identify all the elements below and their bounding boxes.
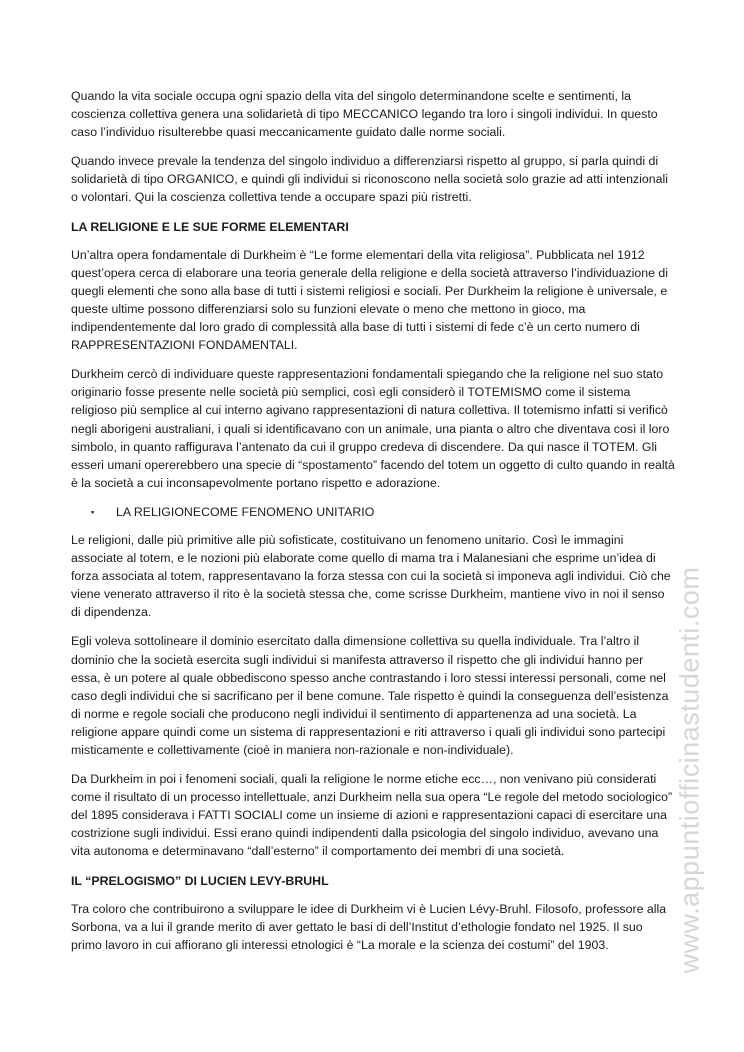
document-body bbox=[71, 87, 675, 965]
paragraph: Quando invece prevale la tendenza del singolo individuo a differenziarsi rispetto al gruppo, si parla quindi di solidarietà di tipo ORGANICO, e quindi gli individui si riconoscono nella società solo grazie ad atti intenzionali o volontari. Qui la coscienza collettiva tende a occupare spazi più ristretti. bbox=[71, 154, 668, 205]
paragraph: Da Durkheim in poi i fenomeni sociali, quali la religione le norme etiche ecc…, non venivano più considerati come il risultato di un processo intellettuale, anzi Durkheim nella sua opera “Le regole del metodo sociologico” del 1895 considerava i FATTI SOCIALI come un insieme di azioni e rappresentazioni capaci di esercitare una costrizione sugli individui. Essi erano quindi indipendenti dalla psicologia del singolo individuo, avevano una vita autonoma e determinavano “dall’esterno” il comportamento dei membri di una società. bbox=[71, 772, 673, 859]
watermark-text: www.appuntiofficinastudenti.com bbox=[674, 566, 705, 974]
bullet-item bbox=[91, 503, 675, 521]
paragraph: Quando la vita sociale occupa ogni spazio della vita del singolo determinandone scelte e sentimenti, la coscienza collettiva genera una solidarietà di tipo MECCANICO legando tra loro i singoli individui. In questo caso l’individuo risulterebbe quasi meccanicamente guidato dalle norme sociali. bbox=[71, 89, 658, 140]
watermark bbox=[670, 560, 710, 980]
section-heading: LA RELIGIONE E LE SUE FORME ELEMENTARI bbox=[71, 219, 349, 234]
paragraph: Tra coloro che contribuirono a sviluppare le idee di Durkheim vi è Lucien Lévy-Bruhl. Filosofo, professore alla Sorbona, va a lui il grande merito di aver gettato le basi di dell’Institut d’ethologie fondato nel 1925. Il suo primo lavoro in cui affiorano gli interessi etnologici è “La morale e la scienza dei costumi” del 1903. bbox=[71, 901, 667, 952]
bullet-text: LA RELIGIONECOME FENOMENO UNITARIO bbox=[116, 504, 375, 519]
paragraph: Egli voleva sottolineare il dominio esercitato dalla dimensione collettiva su quella individuale. Tra l’altro il dominio che la società esercita sugli individui si manifesta attraverso il rispetto che gli individui hanno per essa, è un potere al quale obbediscono spesso anche contrastando i loro stessi interessi personali, come nel caso degli individui che si sacrificano per il bene comune. Tale rispetto è quindi la conseguenza dell’esistenza di norme e regole sociali che producono negli individui il sentimento di appartenenza ad una società. La religione appare quindi come un sistema di rappresentazioni e riti attraverso i quali gli individui sono partecipi misticamente e collettivamente (cioè in maniera non-razionale e non-individuale). bbox=[71, 634, 669, 757]
square-bullet-icon: ▪ bbox=[91, 506, 95, 517]
paragraph: Durkheim cercò di individuare queste rappresentazioni fondamentali spiegando che la religione nel suo stato originario fosse presente nelle società più semplici, così egli considerò il TOTEMISMO come il sistema religioso più semplice al cui interno agivano rappresentazioni di natura collettiva. Il totemismo infatti si verificò negli aborigeni australiani, i quali si identificavano con un animale, una pianta o altro che diventava così il loro simbolo, in quanto raffigurava l’antenato da cui il gruppo credeva di discendere. Da qui nasce il TOTEM. Gli esseri umani opererebbero una specie di “spostamento” facendo del totem un oggetto di culto quando in realtà è la società a cui inconsapevolmente portano rispetto e adorazione. bbox=[71, 367, 675, 490]
paragraph: Le religioni, dalle più primitive alle più sofisticate, costituivano un fenomeno unitario. Così le immagini associate al totem, e le nozioni più elaborate come quello di mama tra i Malanesiani che esprime un’idea di forza associata al totem, rappresentavano la forza stessa con cui la società si imponeva agli individui. Ciò che viene venerato attraverso il rito è la società stessa che, come scrisse Durkheim, mantiene vivo in noi il senso di dipendenza. bbox=[71, 532, 671, 620]
section-heading: IL “PRELOGISMO” DI LUCIEN LEVY-BRUHL bbox=[71, 873, 329, 888]
paragraph: Un’altra opera fondamentale di Durkheim è “Le forme elementari della vita religiosa”. Pubblicata nel 1912 quest’opera cerca di elaborare una teoria generale della religione e della società attraverso l’individuazione di quegli elementi che sono alla base di tutti i sistemi religiosi e sociali. Per Durkheim la religione è universale, e queste ultime possono differenziarsi solo su funzioni elevate o meno che mettono in gioco, ma indipendentemente dal loro grado di complessità alla base di tutti i sistemi di fede c’è un certo numero di RAPPRESENTAZIONI FONDAMENTALI. bbox=[71, 247, 668, 353]
